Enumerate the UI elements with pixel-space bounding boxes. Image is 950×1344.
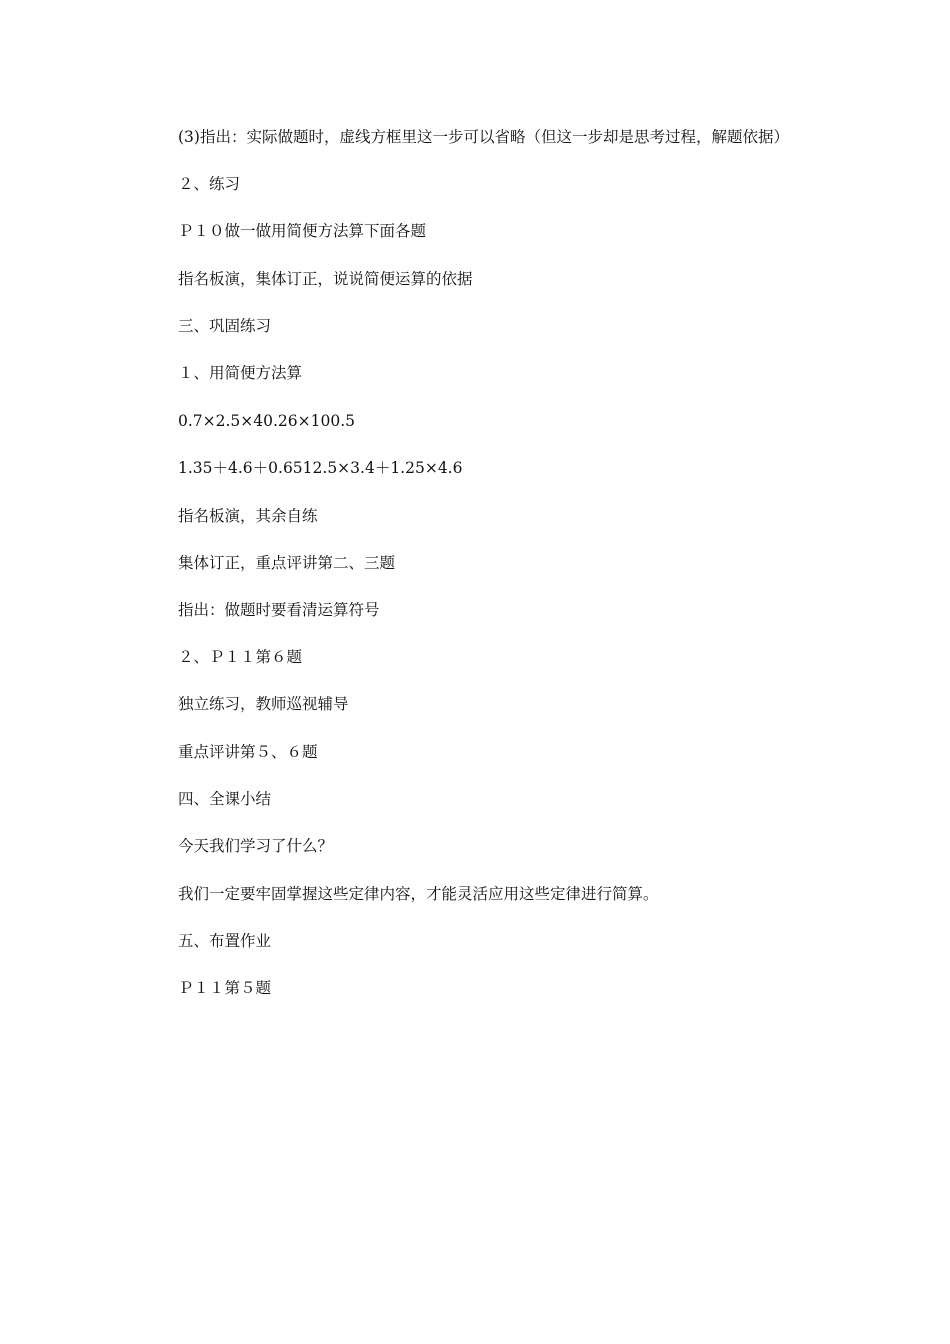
paragraph-note-symbols: 指出：做题时要看清运算符号 (178, 601, 380, 619)
heading-p11-q6: ２、Ｐ１１第６题 (178, 648, 303, 666)
heading-simplified-calc: １、用简便方法算 (178, 364, 303, 382)
paragraph-note-omit-step: (3)指出：实际做题时，虚线方框里这一步可以省略（但这一步却是思考过程，解题依据） (178, 128, 789, 146)
paragraph-board-demo: 指名板演，集体订正，说说简便运算的依据 (178, 270, 473, 288)
paragraph-review-q5-q6: 重点评讲第５、６题 (178, 743, 318, 761)
heading-consolidation: 三、巩固练习 (178, 317, 272, 335)
paragraph-board-self-practice: 指名板演，其余自练 (178, 507, 318, 525)
heading-practice: ２、练习 (178, 175, 241, 193)
heading-summary: 四、全课小结 (178, 790, 272, 808)
paragraph-p11-q5: Ｐ１１第５题 (178, 979, 272, 997)
paragraph-p10-exercise: Ｐ１０做一做用简便方法算下面各题 (178, 222, 427, 240)
math-expression-2: 1.35＋4.6＋0.6512.5×3.4＋1.25×4.6 (178, 459, 463, 477)
paragraph-master-laws: 我们一定要牢固掌握这些定律内容，才能灵活应用这些定律进行简算。 (178, 885, 659, 903)
heading-homework: 五、布置作业 (178, 932, 272, 950)
paragraph-independent-practice: 独立练习，教师巡视辅导 (178, 695, 349, 713)
paragraph-question-today: 今天我们学习了什么？ (178, 837, 334, 855)
paragraph-group-correction: 集体订正，重点评讲第二、三题 (178, 554, 396, 572)
math-expression-1: 0.7×2.5×40.26×100.5 (178, 412, 356, 430)
